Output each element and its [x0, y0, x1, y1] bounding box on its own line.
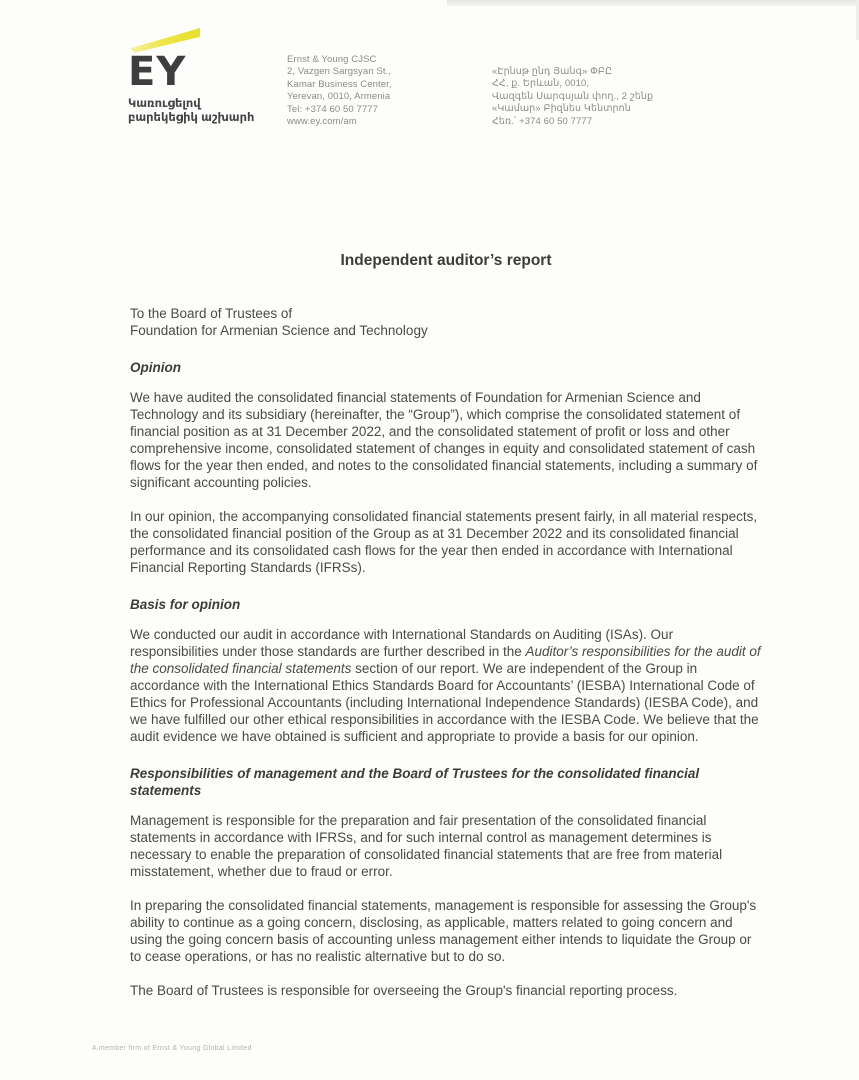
ey-tagline-line: Կառուցելով: [128, 98, 201, 110]
opinion-paragraph-1: We have audited the consolidated financial statements of Foundation for Armenian Science and Technology and its subsidiary (hereinafter, the “Group”), which comprise the consolidated statement of financial position as at 31 December 2022, and the consolidated statement of profit or loss and other comprehensive income, consolidated statement of changes in equity and consolidated statement of cash flows for the year then ended, and notes to the consolidated financial statements, including a summary of significant accounting policies.: [130, 390, 758, 490]
report-title: Independent auditor’s report: [340, 252, 552, 269]
address-line: Yerevan, 0010, Armenia: [287, 91, 391, 103]
address-line: Kamar Business Center,: [287, 78, 392, 90]
opinion-paragraph-2: In our opinion, the accompanying consolidated financial statements present fairly, in all material respects, the consolidated financial position of the Group as at 31 December 2022 and its consolidated financial performance and its consolidated cash flows for the year then ended in accordance with International Financial Reporting Standards (IFRSs).: [130, 509, 758, 575]
address-line: «Կամար» Բիզնես Կենտրոն: [492, 103, 631, 115]
heading-opinion: Opinion: [130, 360, 181, 375]
address-line: «Էրնսթ ընդ Յանգ» ՓԲԸ: [492, 66, 613, 77]
addressee-line: To the Board of Trustees of: [130, 306, 293, 321]
address-line: Ernst & Young CJSC: [287, 54, 377, 65]
basis-paragraph: [130, 626, 762, 745]
address-line: Tel: +374 60 50 7777: [287, 103, 379, 115]
addressee-line: Foundation for Armenian Science and Technology: [130, 323, 428, 338]
website-line: www.ey.com/am: [287, 116, 357, 128]
ey-wordmark: EY: [128, 49, 187, 95]
basis-text-pre: We conducted our audit in accordance with International Standards on Auditing (ISAs). Our responsibilities under those standards are further described in the: [130, 627, 674, 659]
heading-basis-for-opinion: Basis for opinion: [130, 597, 241, 612]
addressee: [130, 305, 762, 339]
basis-text-post: section of our report. We are independent of the Group in accordance with the International Ethics Standards Board for Accountants’ (IESBA) International Code of Ethics for Professional Accountants (including International Independence Standards) (IESBA Code), and we have fulfilled our other ethical responsibilities in accordance with the IESBA Code. We believe that the audit evidence we have obtained is sufficient and appropriate to provide a basis for our opinion.: [130, 661, 759, 744]
report-body: [130, 0, 762, 1016]
basis-text-italic: Auditor’s responsibilities for the audit of the consolidated financial statements: [130, 644, 761, 676]
address-line: Վազգեն Սարգսյան փող., 2 շենք: [492, 90, 654, 102]
address-line: Հեռ.՝ +374 60 50 7777: [492, 115, 593, 127]
responsibilities-paragraph-2: In preparing the consolidated financial statements, management is responsible for assessing the Group's ability to continue as a going concern, disclosing, as applicable, matters related to going concern and using the going concern basis of accounting unless management either intends to liquidate the Group or to cease operations, or has no realistic alternative but to do so.: [130, 898, 757, 964]
heading-responsibilities: Responsibilities of management and the Board of Trustees for the consolidated financial statements: [130, 766, 700, 798]
address-line: ՀՀ, ք. Երևան, 0010,: [492, 78, 590, 90]
address-line: 2, Vazgen Sargsyan St.,: [287, 66, 392, 78]
responsibilities-paragraph-1: Management is responsible for the preparation and fair presentation of the consolidated financial statements in accordance with IFRSs, and for such internal control as management determines is necessary to enable the preparation of consolidated financial statements that are free from material misstatement, whether due to fraud or error.: [130, 813, 723, 879]
member-firm-footer: A member firm of Ernst & Young Global Limited: [92, 1045, 252, 1052]
responsibilities-paragraph-3: The Board of Trustees is responsible for overseeing the Group's financial reporting process.: [130, 983, 678, 998]
ey-tagline-line: բարեկեցիկ աշխարհ: [128, 111, 255, 124]
